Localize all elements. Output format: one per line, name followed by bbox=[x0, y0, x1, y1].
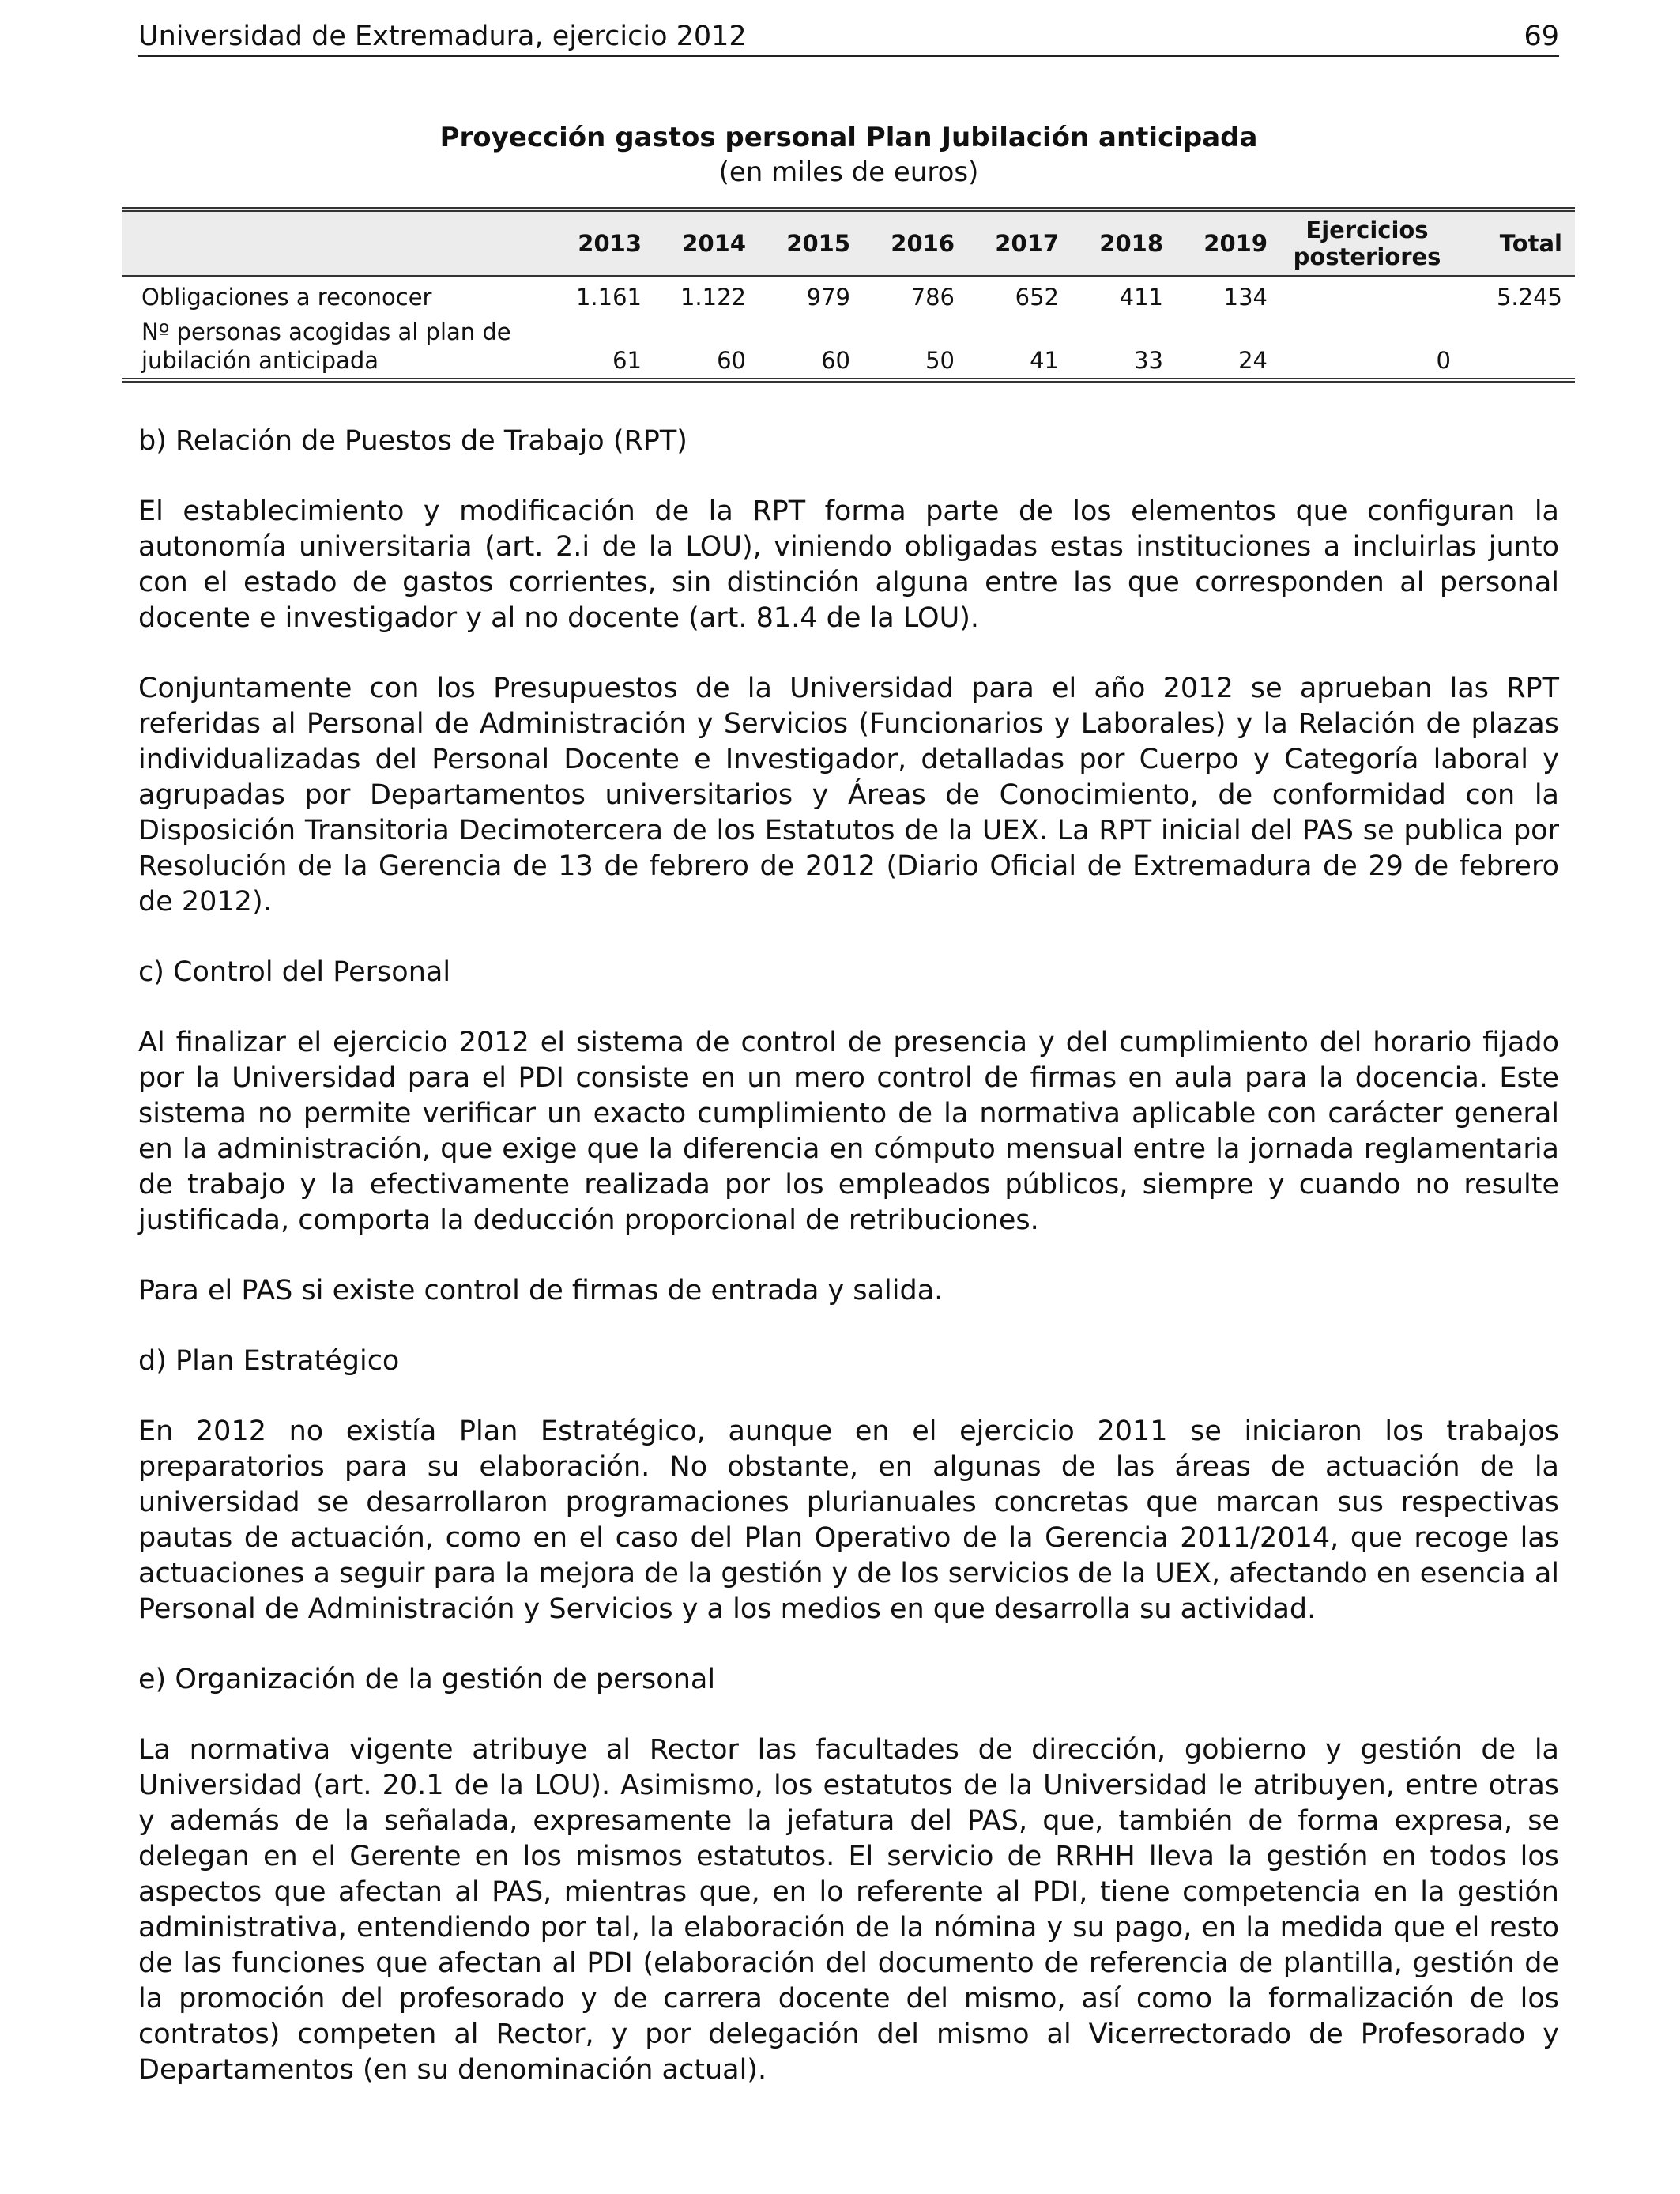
col-header-2015: 2015 bbox=[754, 209, 858, 276]
col-header-ejercicios-posteriores: Ejercicios posteriores bbox=[1275, 209, 1459, 276]
table-cell: 1.122 bbox=[680, 284, 746, 311]
table-cell bbox=[1275, 276, 1459, 318]
running-header bbox=[138, 19, 1559, 57]
col-header-total: Total bbox=[1459, 209, 1575, 276]
paragraph: Para el PAS si existe control de firmas de entrada y salida. bbox=[138, 1275, 944, 1306]
col-header-2014: 2014 bbox=[650, 209, 754, 276]
table-cell: 652 bbox=[1015, 284, 1059, 311]
table-cell: 33 bbox=[1067, 318, 1171, 380]
row-label: Nº personas acogidas al plan de jubilación anticipada bbox=[122, 318, 545, 380]
table-cell: 411 bbox=[1119, 284, 1163, 311]
paragraph: Al finalizar el ejercicio 2012 el sistema de control de presencia y del cumplimiento del horario fijado por la Universidad para el PDI consiste en un mero control de firmas en aula para la docencia. Este sistema no permite verificar un exacto cumplimiento de la normativa aplicable con carácter general en la administración, que exige que la diferencia en cómputo mensual entre la jornada reglamentaria de trabajo y la efectivamente realizada por los empleados públicos, siempre y cuando no resulte justificada, comporta la deducción proporcional de retribuciones. bbox=[138, 1027, 1559, 1236]
table-cell: 50 bbox=[858, 318, 962, 380]
table-cell: 1.161 bbox=[575, 284, 642, 311]
col-header-2013: 2013 bbox=[545, 209, 650, 276]
header-title: Universidad de Extremadura, ejercicio 2012 bbox=[138, 21, 747, 52]
projection-table bbox=[122, 207, 1575, 383]
paragraph: La normativa vigente atribuye al Rector las facultades de dirección, gobierno y gestión de la Universidad (art. 20.1 de la LOU). Asimismo, los estatutos de la Universidad le atribuyen, entre otras y además de la señalada, expresamente la jefatura del PAS, que, también de forma expresa, se delegan en el Gerente en los mismos estatutos. El servicio de RRHH lleva la gestión en todos los aspectos que afectan al PAS, mientras que, en lo referente al PDI, tiene competencia en la gestión administrativa, entendiendo por tal, la elaboración de la nómina y su pago, en la medida que el resto de las funciones que afectan al PDI (elaboración del documento de referencia de plantilla, gestión de la promoción del profesorado y de carrera docente del mismo, así como la formalización de los contratos) competen al Rector, y por delegación del mismo al Vicerrectorado de Profesorado y Departamentos (en su denominación actual). bbox=[138, 1734, 1559, 2086]
col-header-2016: 2016 bbox=[858, 209, 962, 276]
paragraph: El establecimiento y modificación de la RPT forma parte de los elementos que configuran la autonomía universitaria (art. 2.i de la LOU), viniendo obligadas estas instituciones a incluirlas junto con el estado de gastos corrientes, sin distinción alguna entre las que corresponden al personal docente e investigador y al no docente (art. 81.4 de la LOU). bbox=[138, 496, 1559, 634]
section-title-control-personal: c) Control del Personal bbox=[138, 956, 451, 988]
table-cell: 60 bbox=[754, 318, 858, 380]
paragraph: En 2012 no existía Plan Estratégico, aunque en el ejercicio 2011 se iniciaron los trabajos preparatorios para su elaboración. No obstante, en algunas de las áreas de actuación de la universidad se desarrollaron programaciones plurianuales concretas que marcan sus respectivas pautas de actuación, como en el caso del Plan Operativo de la Gerencia 2011/2014, que recoge las actuaciones a seguir para la mejora de la gestión y de los servicios de la UEX, afectando en esencia al Personal de Administración y Servicios y a los medios en que desarrolla su actividad. bbox=[138, 1416, 1559, 1625]
page-number: 69 bbox=[1524, 21, 1559, 52]
paragraph: Conjuntamente con los Presupuestos de la Universidad para el año 2012 se aprueban las RPT referidas al Personal de Administración y Servicios (Funcionarios y Laborales) y la Relación de plazas individualizadas del Personal Docente e Investigador, detalladas por Cuerpo y Categoría laboral y agrupadas por Departamentos universitarios y Áreas de Conocimiento, de conformidad con la Disposición Transitoria Decimotercera de los Estatutos de la UEX. La RPT inicial del PAS se publica por Resolución de la Gerencia de 13 de febrero de 2012 (Diario Oficial de Extremadura de 29 de febrero de 2012). bbox=[138, 673, 1559, 918]
section-title-plan-estrategico: d) Plan Estratégico bbox=[138, 1345, 400, 1377]
table-cell: 5.245 bbox=[1496, 284, 1562, 311]
table-cell: 786 bbox=[910, 284, 955, 311]
table-row bbox=[122, 276, 1575, 318]
table-title: Proyección gastos personal Plan Jubilación anticipada bbox=[439, 122, 1258, 153]
table-cell: 61 bbox=[545, 318, 650, 380]
table-cell: 60 bbox=[650, 318, 754, 380]
document-page bbox=[138, 19, 1562, 2116]
table-cell: 41 bbox=[962, 318, 1067, 380]
col-header-2018: 2018 bbox=[1067, 209, 1171, 276]
table-row bbox=[122, 318, 1575, 380]
section-title-rpt: b) Relación de Puestos de Trabajo (RPT) bbox=[138, 425, 687, 457]
table-cell bbox=[1459, 318, 1575, 380]
table-subtitle: (en miles de euros) bbox=[718, 156, 979, 188]
table-cell: 24 bbox=[1171, 318, 1275, 380]
header-label-cell bbox=[122, 209, 545, 276]
col-header-2017: 2017 bbox=[962, 209, 1067, 276]
table-cell: 0 bbox=[1275, 318, 1459, 380]
table-header-row bbox=[122, 209, 1575, 276]
section-title-organizacion-gestion: e) Organización de la gestión de personal bbox=[138, 1664, 716, 1695]
row-label: Obligaciones a reconocer bbox=[141, 284, 432, 311]
col-header-2019: 2019 bbox=[1171, 209, 1275, 276]
table-cell: 979 bbox=[806, 284, 850, 311]
table-cell: 134 bbox=[1223, 284, 1268, 311]
